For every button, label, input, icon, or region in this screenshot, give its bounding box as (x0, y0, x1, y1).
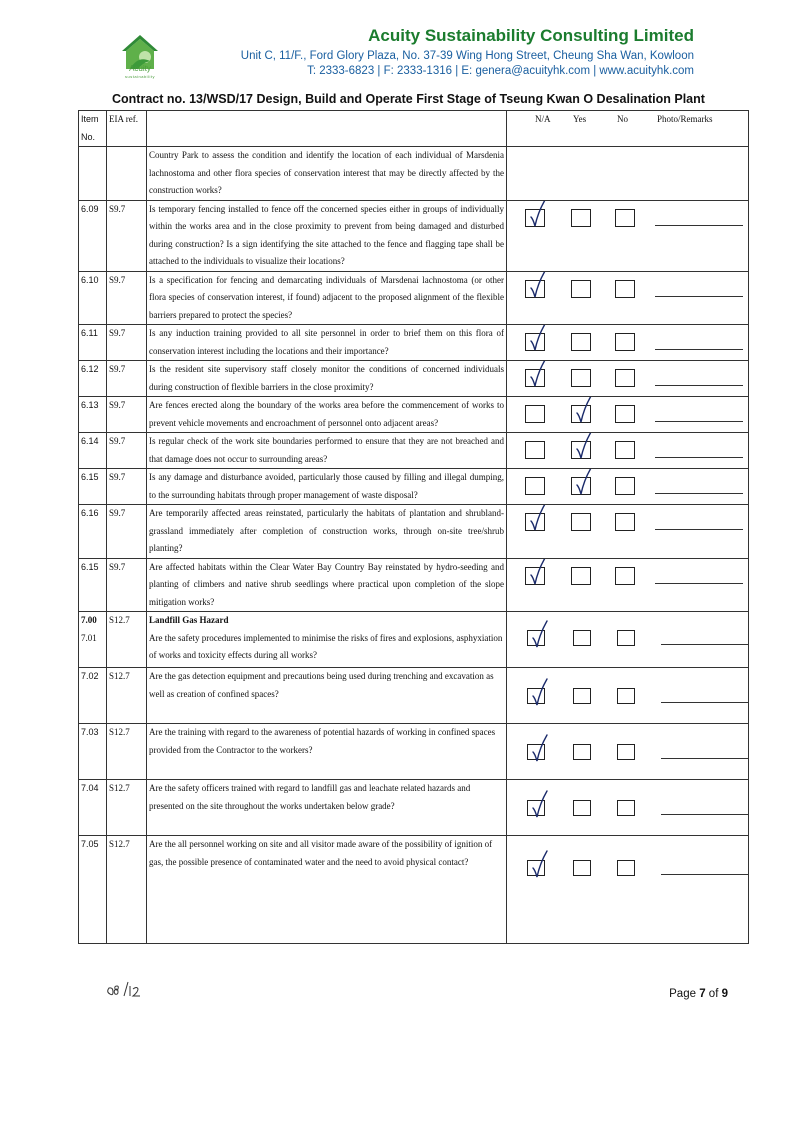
no-checkbox[interactable] (615, 209, 635, 227)
check-mark-icon (528, 790, 550, 820)
table-row (79, 505, 749, 559)
header-no: No (617, 114, 628, 124)
question-cell (147, 397, 507, 433)
eia-ref-cell (107, 612, 147, 668)
eia-ref: S9.7 (109, 328, 126, 338)
question-text: Are the safety procedures implemented to minimise the risks of fires and explosions, asphyxiation of works and toxicity effects during all works? (149, 632, 503, 660)
no-checkbox[interactable] (615, 333, 635, 351)
header-item: Item (81, 114, 99, 124)
item-no: 6.16 (81, 508, 99, 518)
question-cell (147, 325, 507, 361)
item-no: 6.13 (81, 400, 99, 410)
response-cell (507, 361, 749, 397)
item-no: 7.00 (81, 615, 97, 625)
question-text: Are the training with regard to the awareness of potential hazards of working in confined spaces provided from the Contractor to the workers? (149, 727, 496, 755)
page-of: of (708, 988, 719, 1000)
header-remarks: Photo/Remarks (657, 114, 713, 124)
eia-ref-cell (107, 780, 147, 836)
remarks-line[interactable] (655, 225, 743, 226)
table-row (79, 325, 749, 361)
eia-ref: S9.7 (109, 203, 126, 214)
item-no: 6.15 (81, 472, 99, 482)
eia-ref-cell (107, 668, 147, 724)
yes-checkbox[interactable] (571, 333, 591, 351)
table-row (79, 469, 749, 505)
table-row (79, 433, 749, 469)
remarks-line[interactable] (661, 874, 749, 875)
header-item-cell (79, 111, 107, 147)
question-text: Country Park to assess the condition and identify the location of each individual of Marsdenia lachnostoma and other flora species of conservation interest that may be directly affected by the construction works? (149, 150, 504, 195)
question-text: Is a specification for fencing and demarcating individuals of Marsdenai lachnostoma (or other flora species of conservation interest, if found) adjacent to the proposed alignment of the flexible barriers prepared to protect the species? (149, 274, 504, 320)
table-row (79, 836, 749, 944)
remarks-line[interactable] (655, 296, 743, 297)
remarks-line[interactable] (655, 529, 743, 530)
eia-ref-cell (107, 505, 147, 559)
question-text: Are temporarily affected areas reinstated, particularly the habitats of plantation and shrubland-grassland immediately after completion of construction works, through on-site tree/shrub planting? (149, 508, 504, 553)
table-row (79, 147, 749, 201)
na-checkbox[interactable] (525, 477, 545, 495)
question-text: Are the gas detection equipment and precautions being used during trenching and excavation as well as creation of confined spaces? (149, 671, 494, 699)
item-no-cell (79, 836, 107, 944)
question-cell (147, 668, 507, 724)
check-mark-icon (528, 850, 550, 880)
check-mark-icon (526, 271, 548, 300)
item-no: 6.12 (81, 364, 99, 374)
eia-ref-cell (107, 200, 147, 271)
eia-ref: S9.7 (109, 274, 126, 285)
question-cell (147, 469, 507, 505)
remarks-line[interactable] (655, 349, 743, 350)
company-contact: T: 2333-6823 | F: 2333-1316 | E: genera@acuityhk.com | www.acuityhk.com (307, 65, 694, 77)
eia-ref: S12.7 (109, 839, 130, 849)
check-mark-icon (526, 200, 548, 229)
item-no-cell (79, 271, 107, 325)
question-cell (147, 361, 507, 397)
yes-checkbox[interactable] (573, 630, 591, 646)
eia-ref: S12.7 (109, 727, 130, 737)
question-text: Are affected habitats within the Clear Water Bay Country Bay reinstated by hydro-seeding and planting of climbers and native shrub seedlings where practical upon completion of the slope mitigation works? (149, 561, 504, 607)
remarks-line[interactable] (655, 385, 743, 386)
remarks-line[interactable] (655, 493, 743, 494)
response-cell (507, 668, 749, 724)
logo-subtext: sustainability (125, 74, 155, 79)
item-no: 6.14 (81, 436, 99, 446)
item-no: 7.02 (81, 671, 99, 681)
eia-ref: S12.7 (109, 671, 130, 681)
section-heading: Landfill Gas Hazard (149, 615, 229, 625)
question-text: Are fences erected along the boundary of the works area before the commencement of works to prevent vehicle movements and encroachment of personnel onto adjacent areas? (149, 400, 504, 428)
question-cell (147, 505, 507, 559)
item-no: 6.15 (81, 561, 99, 572)
response-cell (507, 325, 749, 361)
question-cell (147, 612, 507, 668)
header-eia: EIA ref. (107, 111, 147, 147)
item-no: 7.03 (81, 727, 99, 737)
question-text: Is any damage and disturbance avoided, particularly those caused by filling and illegal dumping, to the surrounding habitats through proper management of waste disposal? (149, 472, 504, 500)
response-cell (507, 433, 749, 469)
table-row (79, 200, 749, 271)
yes-checkbox[interactable] (573, 688, 591, 704)
yes-checkbox[interactable] (573, 860, 591, 876)
handwritten-date (104, 978, 148, 1004)
check-mark-icon (526, 558, 548, 587)
eia-ref: S9.7 (109, 400, 126, 410)
logo-text: Acuity (129, 64, 151, 73)
question-cell (147, 780, 507, 836)
contract-title: Contract no. 13/WSD/17 Design, Build and Operate First Stage of Tseung Kwan O Desalination Plant (112, 92, 705, 106)
question-text: Is temporary fencing installed to fence off the concerned species either in groups of individually within the works area and in the close proximity to prevent from being damaged and disturbed during construction? Is a sign identifying the site attached to the fence and flagging tape shall be attached to the individuals to visualize their locations? (149, 203, 504, 266)
table-row (79, 612, 749, 668)
response-cell (507, 505, 749, 559)
na-checkbox[interactable] (525, 405, 545, 423)
table-row (79, 780, 749, 836)
question-text: Is regular check of the work site boundaries performed to ensure that they are not breached and that damage does not occur to surrounding areas? (149, 436, 504, 464)
header-item-no: No. (81, 131, 96, 142)
item-no: 6.11 (81, 328, 98, 338)
no-checkbox[interactable] (617, 800, 635, 816)
response-cell (507, 724, 749, 780)
item-no-cell (79, 433, 107, 469)
response-cell (507, 200, 749, 271)
table-row (79, 397, 749, 433)
question-text: Is the resident site supervisory staff closely monitor the conditions of concerned individuals during construction of flexible barriers in the close proximity? (149, 364, 504, 392)
eia-ref: S9.7 (109, 472, 126, 482)
yes-checkbox[interactable] (571, 280, 591, 298)
yes-checkbox[interactable] (571, 369, 591, 387)
question-text: Are the all personnel working on site and all visitor made aware of the possibility of ignition of gas, the possible presence of contaminated water and the need to avoid physical contact? (149, 839, 493, 867)
item-no-cell (79, 612, 107, 668)
eia-ref-cell (107, 271, 147, 325)
remarks-line[interactable] (661, 702, 749, 703)
item-no-cell (79, 397, 107, 433)
eia-ref-cell (107, 397, 147, 433)
no-checkbox[interactable] (617, 688, 635, 704)
check-mark-icon (572, 433, 594, 462)
item-no-cell (79, 558, 107, 612)
check-mark-icon (572, 397, 594, 426)
no-checkbox[interactable] (615, 369, 635, 387)
question-text: Are the safety officers trained with regard to landfill gas and leachate related hazards and presented on the site throughout the works undertaken below grade? (149, 783, 471, 811)
eia-ref-cell (107, 724, 147, 780)
header-responses (507, 111, 749, 147)
table-row (79, 724, 749, 780)
check-mark-icon (528, 734, 550, 764)
check-mark-icon (572, 469, 594, 498)
response-cell (507, 612, 749, 668)
yes-checkbox[interactable] (571, 209, 591, 227)
eia-ref: S12.7 (109, 783, 130, 793)
company-name: Acuity Sustainability Consulting Limited (368, 26, 694, 45)
table-header-row (79, 111, 749, 147)
eia-ref: S9.7 (109, 561, 126, 572)
header-question (147, 111, 507, 147)
no-checkbox[interactable] (617, 630, 635, 646)
question-text: Is any induction training provided to all site personnel in order to brief them on this flora of conservation interest including the locations and their importance? (149, 328, 504, 356)
check-mark-icon (528, 678, 550, 708)
item-no-cell (79, 724, 107, 780)
item-no-cell (79, 361, 107, 397)
page-current: 7 (699, 988, 706, 1000)
item-no-sub: 7.01 (81, 632, 97, 643)
header-yes: Yes (573, 114, 587, 124)
eia-ref: S9.7 (109, 436, 126, 446)
item-no-cell (79, 147, 107, 201)
table-row (79, 361, 749, 397)
header-na: N/A (535, 114, 551, 124)
na-checkbox[interactable] (525, 441, 545, 459)
item-no: 6.10 (81, 274, 99, 285)
question-cell (147, 433, 507, 469)
eia-ref-cell (107, 361, 147, 397)
no-checkbox[interactable] (617, 860, 635, 876)
page-total: 9 (721, 988, 728, 1000)
no-checkbox[interactable] (615, 441, 635, 459)
eia-ref-sub: S12.7 (109, 615, 130, 625)
eia-ref-cell (107, 147, 147, 201)
item-no-cell (79, 668, 107, 724)
no-checkbox[interactable] (615, 280, 635, 298)
response-cell (507, 836, 749, 944)
table-row (79, 271, 749, 325)
yes-checkbox[interactable] (573, 744, 591, 760)
remarks-line[interactable] (661, 758, 749, 759)
yes-checkbox[interactable] (573, 800, 591, 816)
table-row (79, 558, 749, 612)
remarks-line[interactable] (655, 583, 743, 584)
item-no: 7.04 (81, 783, 99, 793)
response-cell (507, 397, 749, 433)
remarks-line[interactable] (661, 644, 749, 645)
question-cell (147, 558, 507, 612)
page-label: Page (669, 988, 696, 1000)
check-mark-icon (526, 325, 548, 354)
table-row (79, 668, 749, 724)
table-body (79, 147, 749, 944)
page-number (669, 988, 728, 1000)
eia-ref: S9.7 (109, 508, 126, 518)
no-checkbox[interactable] (615, 477, 635, 495)
response-cell (507, 469, 749, 505)
item-no-cell (79, 505, 107, 559)
no-checkbox[interactable] (615, 405, 635, 423)
item-no-cell (79, 200, 107, 271)
yes-checkbox[interactable] (571, 567, 591, 585)
item-no: 6.09 (81, 203, 99, 214)
no-checkbox[interactable] (615, 513, 635, 531)
question-cell (147, 836, 507, 944)
question-cell (147, 147, 507, 201)
checklist-table (78, 110, 749, 944)
eia-ref-cell (107, 433, 147, 469)
eia-ref-cell (107, 836, 147, 944)
response-cell (507, 271, 749, 325)
response-cell (507, 147, 749, 201)
question-cell (147, 724, 507, 780)
item-no-cell (79, 469, 107, 505)
remarks-line[interactable] (655, 421, 743, 422)
question-cell (147, 200, 507, 271)
response-cell (507, 780, 749, 836)
item-no: 7.05 (81, 839, 99, 849)
no-checkbox[interactable] (617, 744, 635, 760)
check-mark-icon (528, 620, 550, 650)
item-no-cell (79, 780, 107, 836)
eia-ref: S9.7 (109, 364, 126, 374)
company-address: Unit C, 11/F., Ford Glory Plaza, No. 37-39 Wing Hong Street, Cheung Sha Wan, Kowloon (240, 50, 694, 62)
eia-ref-cell (107, 469, 147, 505)
eia-ref-cell (107, 325, 147, 361)
question-cell (147, 271, 507, 325)
item-no-cell (79, 325, 107, 361)
remarks-line[interactable] (661, 814, 749, 815)
response-cell (507, 558, 749, 612)
no-checkbox[interactable] (615, 567, 635, 585)
yes-checkbox[interactable] (571, 513, 591, 531)
check-mark-icon (526, 505, 548, 534)
remarks-line[interactable] (655, 457, 743, 458)
check-mark-icon (526, 361, 548, 390)
eia-ref-cell (107, 558, 147, 612)
